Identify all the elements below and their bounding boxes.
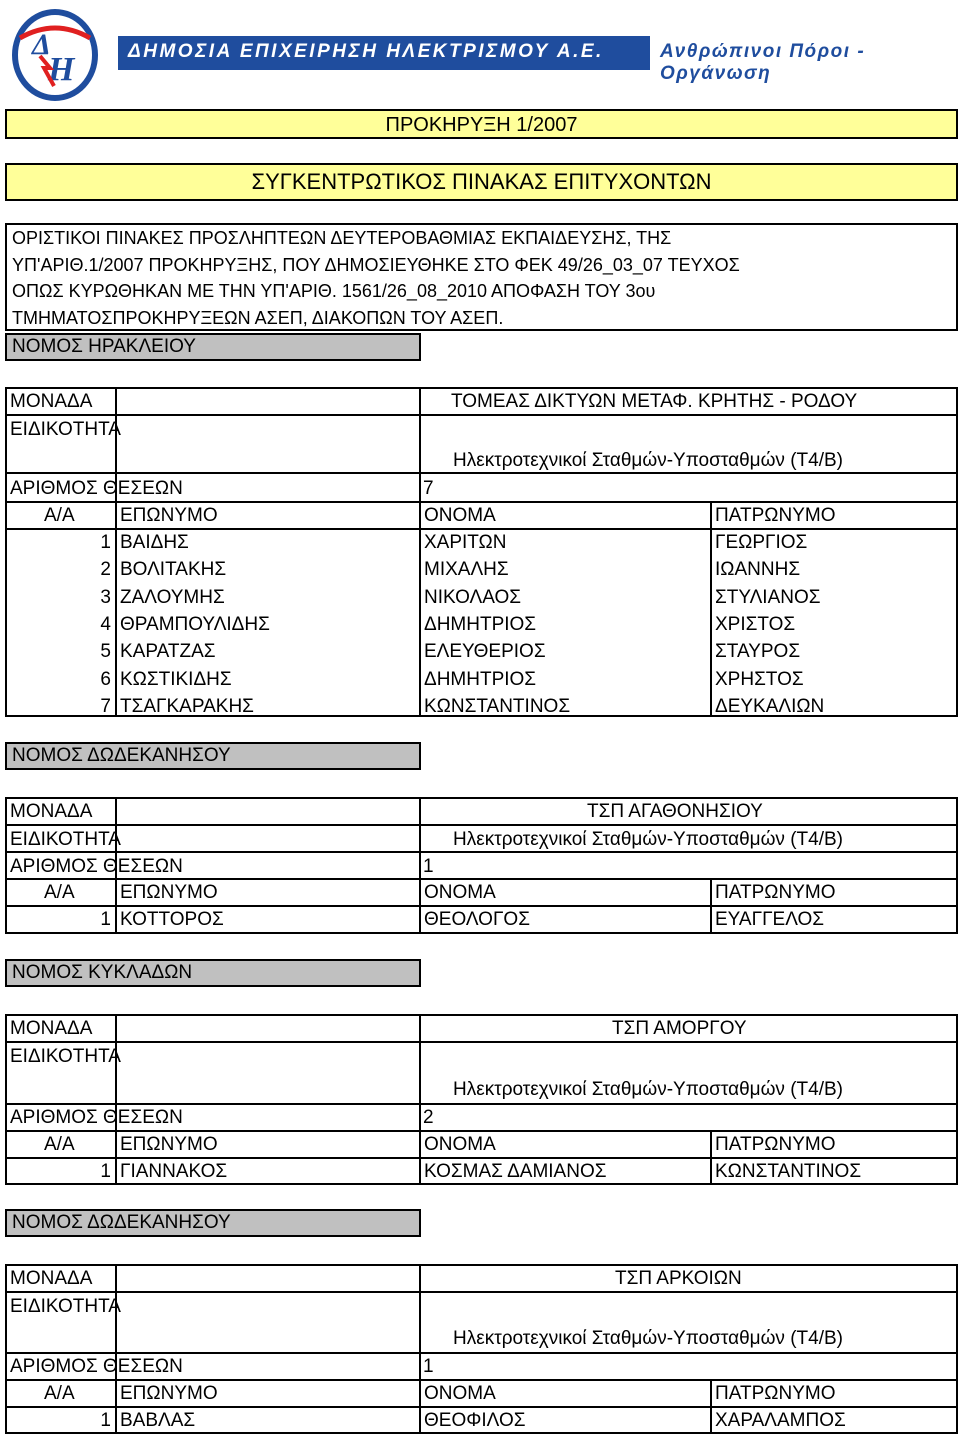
- intro-line: ΟΠΩΣ ΚΥΡΩΘΗΚΑΝ ΜΕ ΤΗΝ ΥΠ'ΑΡΙΘ. 1561/26_08_2010 ΑΠΟΦΑΣΗ ΤΟΥ 3ου: [12, 281, 656, 301]
- document-title: ΠΡΟΚΗΡΥΞΗ 1/2007: [5, 109, 958, 139]
- col-header-aa: Α/Α: [44, 882, 75, 903]
- row-eponymo: ΓΙΑΝΝΑΚΟΣ: [120, 1161, 228, 1182]
- label-theseis: ΑΡΙΘΜΟΣ ΘΕΣΕΩΝ: [10, 1356, 183, 1377]
- page-header: [0, 0, 960, 108]
- row-eponymo: ΚΟΤΤΟΡΟΣ: [120, 909, 224, 930]
- col-header-patronymo: ΠΑΤΡΩΝΥΜΟ: [715, 882, 836, 903]
- section-table-arkoi: [5, 1264, 958, 1434]
- row-aa: 1: [100, 909, 111, 930]
- row-onoma: ΕΛΕΥΘΕΡΙΟΣ: [424, 641, 546, 663]
- intro-text: [5, 223, 958, 331]
- label-eidikotita: ΕΙΔΙΚΟΤΗΤΑ: [10, 419, 121, 440]
- value-eidikotita: Ηλεκτροτεχνικοί Σταθμών-Υποσταθμών (Τ4/Β): [453, 829, 843, 850]
- label-theseis: ΑΡΙΘΜΟΣ ΘΕΣΕΩΝ: [10, 478, 183, 499]
- row-eponymo: ΒΟΛΙΤΑΚΗΣ: [120, 559, 227, 581]
- section-table-amorgos: [5, 1014, 958, 1185]
- row-patronymo: ΧΡΗΣΤΟΣ: [715, 668, 804, 690]
- label-eidikotita: ΕΙΔΙΚΟΤΗΤΑ: [10, 1046, 121, 1067]
- label-theseis: ΑΡΙΘΜΟΣ ΘΕΣΕΩΝ: [10, 856, 183, 877]
- col-header-eponymo: ΕΠΩΝΥΜΟ: [120, 1134, 218, 1155]
- row-patronymo: ΕΥΑΓΓΕΛΟΣ: [715, 909, 825, 930]
- row-onoma: ΜΙΧΑΛΗΣ: [424, 559, 509, 581]
- section-table-agathonisi: [5, 797, 958, 934]
- intro-line: ΤΜΗΜΑΤΟΣΠΡΟΚΗΡΥΞΕΩΝ ΑΣΕΠ, ΔΙΑΚΟΠΩΝ ΤΟΥ ΑΣΕΠ.: [12, 307, 504, 328]
- col-header-aa: Α/Α: [44, 1134, 75, 1155]
- svg-text:Η: Η: [48, 51, 75, 88]
- value-theseis: 1: [423, 1356, 434, 1377]
- row-eponymo: ΒΑΒΛΑΣ: [120, 1410, 196, 1431]
- row-onoma: ΝΙΚΟΛΑΟΣ: [424, 586, 522, 608]
- intro-line: ΥΠ'ΑΡΙΘ.1/2007 ΠΡΟΚΗΡΥΞΗΣ, ΠΟΥ ΔΗΜΟΣΙΕΥΘΗΚΕ ΣΤΟ ΦΕΚ 49/26_03_07 ΤΕΥΧΟΣ: [12, 254, 740, 275]
- value-theseis: 2: [423, 1107, 434, 1128]
- label-theseis: ΑΡΙΘΜΟΣ ΘΕΣΕΩΝ: [10, 1107, 183, 1128]
- row-eponymo: ΤΣΑΓΚΑΡΑΚΗΣ: [120, 695, 254, 717]
- intro-line: ΟΡΙΣΤΙΚΟΙ ΠΙΝΑΚΕΣ ΠΡΟΣΛΗΠΤΕΩΝ ΔΕΥΤΕΡΟΒΑΘΜΙΑΣ ΕΚΠΑΙΔΕΥΣΗΣ, ΤΗΣ: [12, 228, 672, 248]
- value-monada: ΤΣΠ ΑΜΟΡΓΟΥ: [612, 1018, 747, 1039]
- banner-department-name: Ανθρώπινοι Πόροι - Οργάνωση: [660, 41, 866, 84]
- row-onoma: ΚΟΣΜΑΣ ΔΑΜΙΑΝΟΣ: [424, 1161, 607, 1182]
- row-aa: 1: [100, 532, 111, 553]
- col-header-eponymo: ΕΠΩΝΥΜΟ: [120, 505, 218, 526]
- value-monada: ΤΣΠ ΑΡΚΟΙΩΝ: [615, 1268, 742, 1289]
- col-header-eponymo: ΕΠΩΝΥΜΟ: [120, 882, 218, 903]
- col-header-onoma: ΟΝΟΜΑ: [424, 505, 496, 526]
- col-header-aa: Α/Α: [44, 1383, 75, 1404]
- section-nomos-heraklion: ΝΟΜΟΣ ΗΡΑΚΛΕΙΟΥ: [5, 333, 421, 361]
- value-eidikotita: Ηλεκτροτεχνικοί Σταθμών-Υποσταθμών (Τ4/Β): [453, 1328, 843, 1349]
- document-subtitle: ΣΥΓΚΕΝΤΡΩΤΙΚΟΣ ΠΙΝΑΚΑΣ ΕΠΙΤΥΧΟΝΤΩΝ: [5, 163, 958, 201]
- header-banner: [118, 36, 956, 84]
- col-header-onoma: ΟΝΟΜΑ: [424, 1134, 496, 1155]
- col-header-aa: Α/Α: [44, 505, 75, 526]
- col-header-eponymo: ΕΠΩΝΥΜΟ: [120, 1383, 218, 1404]
- value-eidikotita: Ηλεκτροτεχνικοί Σταθμών-Υποσταθμών (Τ4/Β): [453, 1079, 843, 1100]
- svg-text:Δ: Δ: [32, 28, 51, 61]
- row-eponymo: ΖΑΛΟΥΜΗΣ: [120, 586, 225, 608]
- row-aa: 3: [100, 586, 111, 608]
- row-aa: 1: [100, 1410, 111, 1431]
- value-monada: ΤΟΜΕΑΣ ΔΙΚΤΥΩΝ ΜΕΤΑΦ. ΚΡΗΤΗΣ - ΡΟΔΟΥ: [451, 391, 858, 412]
- label-eidikotita: ΕΙΔΙΚΟΤΗΤΑ: [10, 1296, 121, 1317]
- row-aa: 1: [100, 1161, 111, 1182]
- row-eponymo: ΚΩΣΤΙΚΙΔΗΣ: [120, 668, 232, 690]
- row-aa: 2: [100, 559, 111, 581]
- row-patronymo: ΓΕΩΡΓΙΟΣ: [715, 532, 808, 553]
- label-monada: ΜΟΝΑΔΑ: [10, 391, 93, 412]
- row-patronymo: ΣΤΥΛΙΑΝΟΣ: [715, 586, 821, 608]
- row-patronymo: ΧΡΙΣΤΟΣ: [715, 613, 796, 635]
- row-eponymo: ΘΡΑΜΠΟΥΛΙΔΗΣ: [120, 613, 270, 635]
- value-eidikotita: Ηλεκτροτεχνικοί Σταθμών-Υποσταθμών (Τ4/Β): [453, 450, 843, 471]
- section-table-heraklion: [5, 387, 958, 717]
- section-nomos-cyclades: ΝΟΜΟΣ ΚΥΚΛΑΔΩΝ: [5, 959, 421, 987]
- row-onoma: ΧΑΡΙΤΩΝ: [424, 532, 507, 553]
- label-monada: ΜΟΝΑΔΑ: [10, 801, 93, 822]
- label-monada: ΜΟΝΑΔΑ: [10, 1268, 93, 1289]
- row-eponymo: ΚΑΡΑΤΖΑΣ: [120, 641, 216, 663]
- row-onoma: ΔΗΜΗΤΡΙΟΣ: [424, 613, 537, 635]
- banner-department-box: [650, 36, 956, 84]
- row-patronymo: ΣΤΑΥΡΟΣ: [715, 641, 801, 663]
- row-patronymo: ΚΩΝΣΤΑΝΤΙΝΟΣ: [715, 1161, 862, 1182]
- row-patronymo: ΧΑΡΑΛΑΜΠΟΣ: [715, 1410, 846, 1431]
- row-patronymo: ΙΩΑΝΝΗΣ: [715, 559, 801, 581]
- label-eidikotita: ΕΙΔΙΚΟΤΗΤΑ: [10, 829, 121, 850]
- row-onoma: ΘΕΟΦΙΛΟΣ: [424, 1410, 526, 1431]
- section-nomos-dodecanese-2: ΝΟΜΟΣ ΔΩΔΕΚΑΝΗΣΟΥ: [5, 1209, 421, 1237]
- row-aa: 4: [100, 613, 111, 635]
- row-onoma: ΘΕΟΛΟΓΟΣ: [424, 909, 530, 930]
- col-header-patronymo: ΠΑΤΡΩΝΥΜΟ: [715, 505, 836, 526]
- col-header-onoma: ΟΝΟΜΑ: [424, 1383, 496, 1404]
- value-monada: ΤΣΠ ΑΓΑΘΟΝΗΣΙΟΥ: [587, 801, 763, 822]
- col-header-patronymo: ΠΑΤΡΩΝΥΜΟ: [715, 1134, 836, 1155]
- banner-company-name: ΔΗΜΟΣΙΑ ΕΠΙΧΕΙΡΗΣΗ ΗΛΕΚΤΡΙΣΜΟΥ Α.Ε.: [128, 41, 604, 62]
- dei-logo: [10, 8, 100, 102]
- row-onoma: ΚΩΝΣΤΑΝΤΙΝΟΣ: [424, 695, 571, 717]
- row-patronymo: ΔΕΥΚΑΛΙΩΝ: [715, 695, 825, 717]
- value-theseis: 1: [423, 856, 434, 877]
- value-theseis: 7: [423, 478, 434, 499]
- row-aa: 7: [100, 695, 111, 717]
- label-monada: ΜΟΝΑΔΑ: [10, 1018, 93, 1039]
- row-onoma: ΔΗΜΗΤΡΙΟΣ: [424, 668, 537, 690]
- row-eponymo: ΒΑΙΔΗΣ: [120, 532, 189, 553]
- section-nomos-dodecanese: ΝΟΜΟΣ ΔΩΔΕΚΑΝΗΣΟΥ: [5, 742, 421, 770]
- col-header-patronymo: ΠΑΤΡΩΝΥΜΟ: [715, 1383, 836, 1404]
- row-aa: 6: [100, 668, 111, 690]
- row-aa: 5: [100, 641, 111, 663]
- col-header-onoma: ΟΝΟΜΑ: [424, 882, 496, 903]
